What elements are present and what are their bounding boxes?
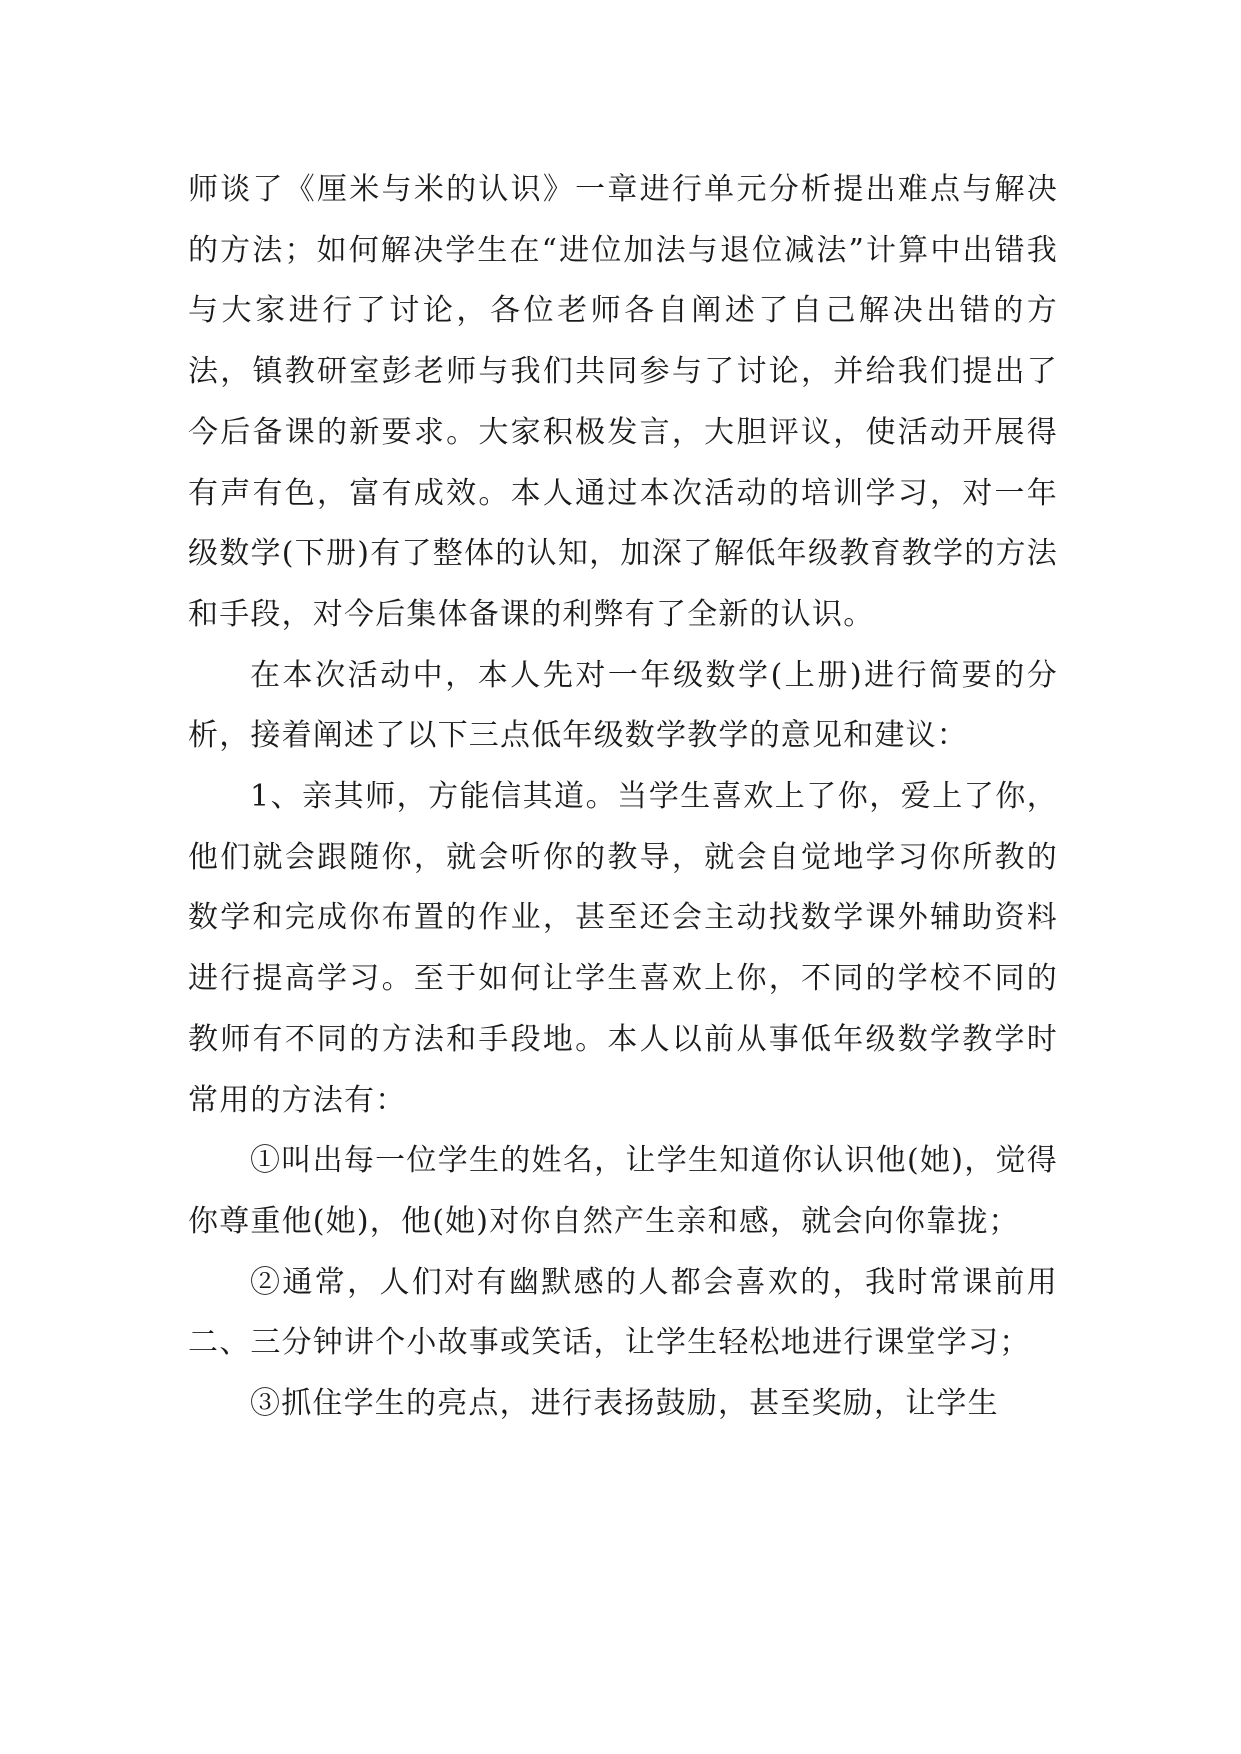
- paragraph-continuation: 师谈了《厘米与米的认识》一章进行单元分析提出难点与解决的方法；如何解决学生在“进位加法与退位减法”计算中出错我与大家进行了讨论，各位老师各自阐述了自己解决出错的方法，镇教研室彭老师与我们共同参与了讨论，并给我们提出了今后备课的新要求。大家积极发言，大胆评议，使活动开展得有声有色，富有成效。本人通过本次活动的培训学习，对一年级数学(下册)有了整体的认知，加深了解低年级教育教学的方法和手段，对今后集体备课的利弊有了全新的认识。: [188, 172, 1058, 632]
- paragraph-method-three: ③抓住学生的亮点，进行表扬鼓励，甚至奖励，让学生: [250, 1386, 999, 1422]
- document-body: [188, 160, 1058, 1435]
- paragraph-point-one: 1、亲其师，方能信其道。当学生喜欢上了你，爱上了你，他们就会跟随你，就会听你的教导，就会自觉地学习你所教的数学和完成你布置的作业，甚至还会主动找数学课外辅助资料进行提高学习。至于如何让学生喜欢上你，不同的学校不同的教师有不同的方法和手段地。本人以前从事低年级数学教学时常用的方法有：: [188, 779, 1058, 1118]
- paragraph-method-one: ①叫出每一位学生的姓名，让学生知道你认识他(她)，觉得你尊重他(她)，他(她)对你自然产生亲和感，就会向你靠拢；: [188, 1143, 1058, 1239]
- paragraph-activity-summary: 在本次活动中，本人先对一年级数学(上册)进行简要的分析，接着阐述了以下三点低年级数学教学的意见和建议：: [188, 657, 1058, 754]
- paragraph-method-two: ②通常，人们对有幽默感的人都会喜欢的，我时常课前用二、三分钟讲个小故事或笑话，让学生轻松地进行课堂学习；: [188, 1264, 1058, 1361]
